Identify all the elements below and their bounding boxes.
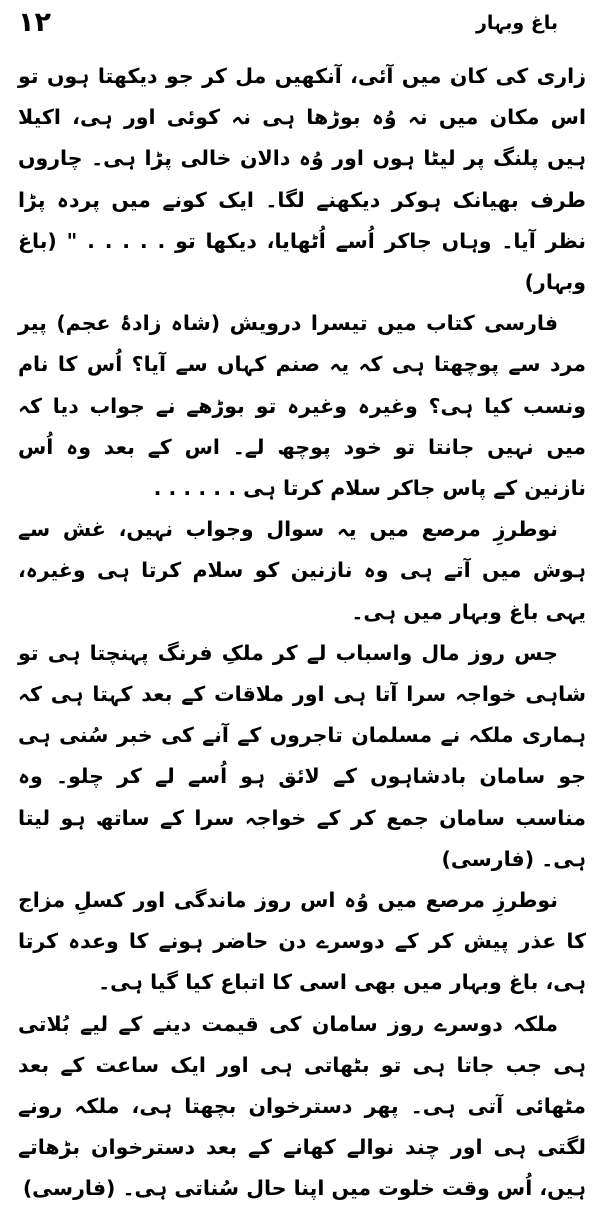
paragraph	[18, 880, 586, 1004]
paragraph	[18, 303, 586, 509]
paragraph	[18, 56, 586, 303]
paragraph	[18, 1004, 586, 1210]
paragraph	[18, 509, 586, 633]
source-citation: (باغ وبہار)	[18, 228, 586, 295]
source-citation: (فارسی)	[22, 1176, 116, 1201]
paragraph-text: جس روز مال واسباب لے کر ملکِ فرنگ پہنچتا ہی تو شاہی خواجہ سرا آتا ہی اور ملاقات کے بعد کہتا ہی کہ ہماری ملکہ نے مسلمان تاجروں کے آنے کی خبر سُنی ہی جو سامان بادشاہوں کے لائق ہو اُسے لے کر چلو۔ وہ مناسب سامان جمع کر کے خواجہ سرا کے ساتھ ہو لیتا ہی۔	[18, 640, 586, 871]
paragraph	[18, 633, 586, 880]
page-header	[14, 4, 586, 42]
page-body	[18, 56, 586, 1210]
source-citation: (فارسی)	[441, 846, 535, 871]
running-title: باغ وبہار	[475, 12, 558, 34]
paragraph-text: فارسی کتاب میں تیسرا درویش (شاہ زادۂ عجم) پیر مرد سے پوچھتا ہی کہ یہ صنم کہاں سے آیا؟ اُس کا نام ونسب کیا ہی؟ وغیرہ وغیرہ تو بوڑھے نے جواب دیا کہ میں نہیں جانتا تو خود پوچھ لے۔ اس کے بعد وہ اُس نازنین کے پاس جاکر سلام کرتا ہی . . . . . .	[18, 311, 586, 501]
paragraph-text: ملکہ دوسرے روز سامان کی قیمت دینے کے لیے بُلاتی ہی جب جاتا ہی تو بٹھاتی ہی اور ایک ساعت کے بعد مٹھائی آتی ہی۔ پھر دسترخوان بچھتا ہی، ملکہ رونے لگتی ہی اور چند نوالے کھانے کے بعد دسترخوان بڑھاتے ہیں، اُس وقت خلوت میں اپنا حال سُناتی ہی۔	[18, 1011, 586, 1201]
paragraph-text: نوطرزِ مرصع میں یہ سوال وجواب نہیں، غش سے ہوش میں آتے ہی وہ نازنین کو سلام کرتا ہی وغیرہ، یہی باغ وبہار میں ہی۔	[18, 517, 586, 624]
paragraph-text: زاری کی کان میں آئی، آنکھیں مل کر جو دیکھتا ہوں تو اس مکان میں نہ وُہ بوڑھا ہی نہ کوئی اور ہی، اکیلا ہیں پلنگ پر لیٹا ہوں اور وُہ دالان خالی پڑا ہی۔ چاروں طرف بھیانک ہوکر دیکھنے لگا۔ ایک کونے میں پردہ پڑا نظر آیا۔ وہاں جاکر اُسے اُٹھایا، دیکھا تو . . . . . "	[18, 64, 587, 253]
page-number: ۱۲	[18, 7, 51, 38]
paragraph-text: نوطرزِ مرصع میں وُہ اس روز ماندگی اور کسلِ مزاج کا عذر پیش کر کے دوسرے دن حاضر ہونے کا وعدہ کرتا ہی، باغ وبہار میں بھی اسی کا اتباع کیا گیا ہی۔	[18, 888, 586, 995]
